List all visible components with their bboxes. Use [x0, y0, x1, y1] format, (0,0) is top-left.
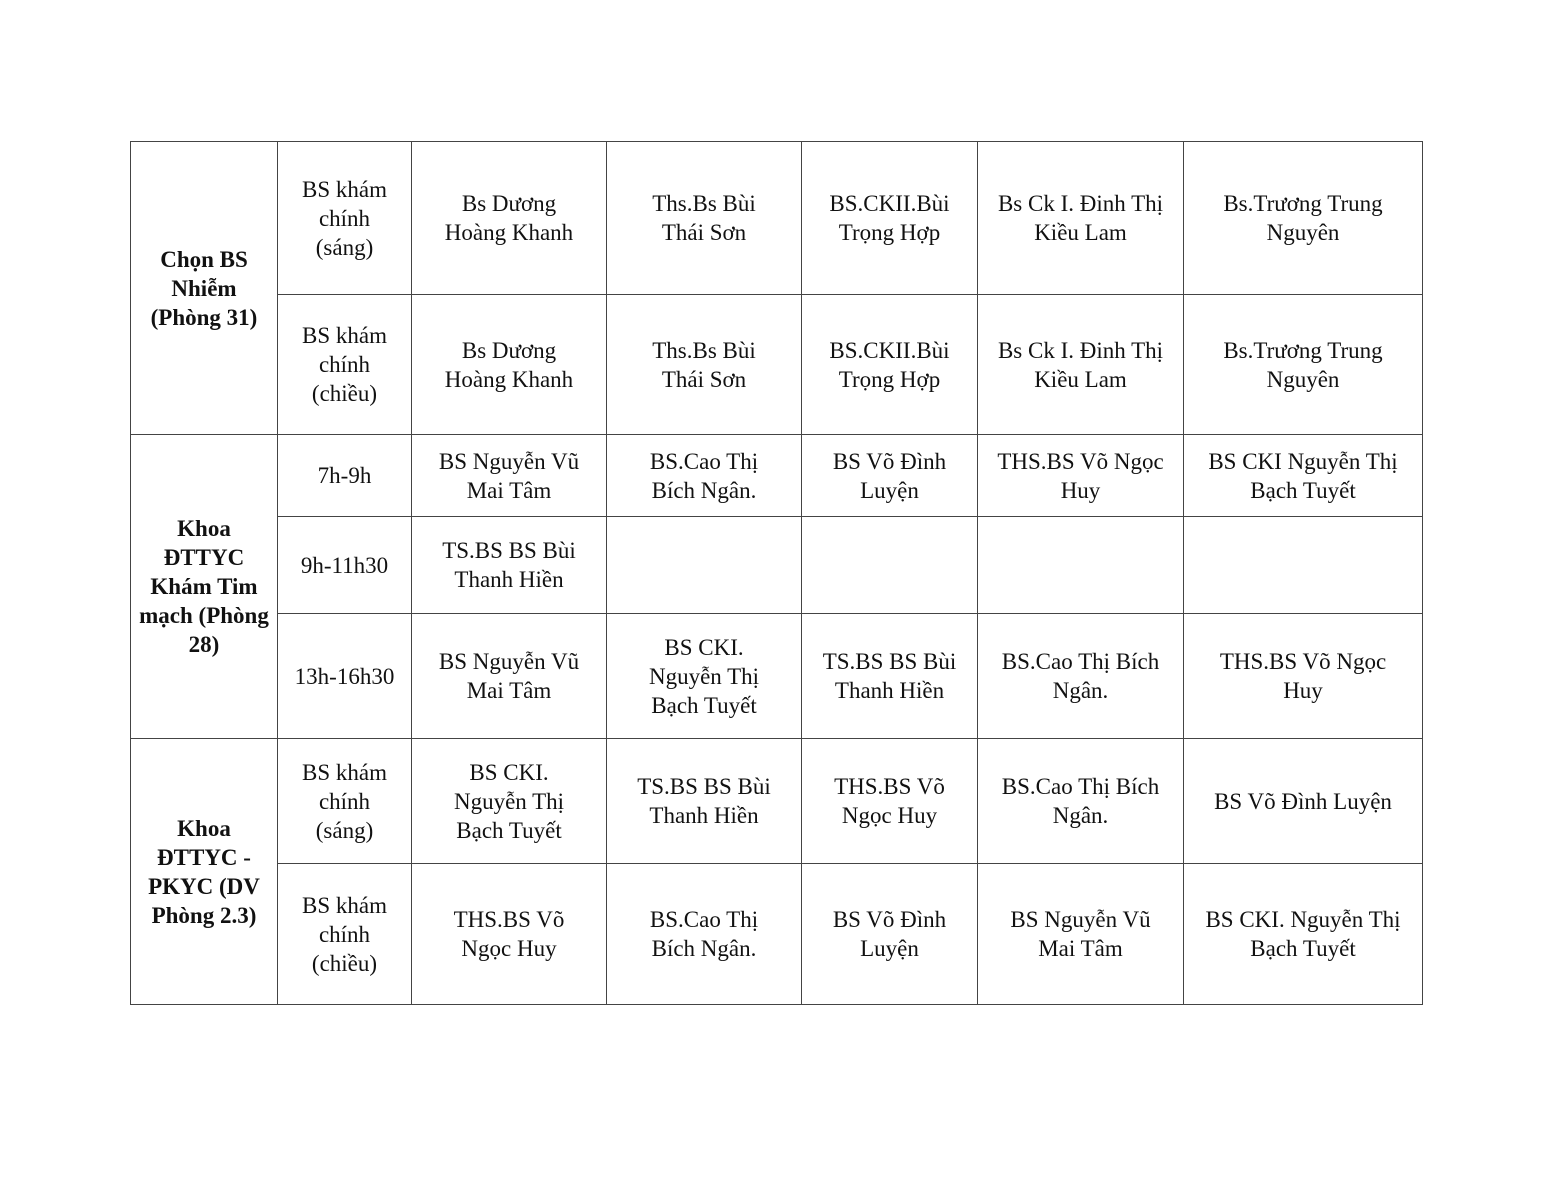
doctor-cell: BS Võ Đình Luyện [802, 864, 978, 1005]
group-label: Khoa ĐTTYC Khám Tim mạch (Phòng 28) [131, 435, 278, 739]
doctor-cell [802, 517, 978, 614]
time-slot: BS khám chính (sáng) [278, 739, 412, 864]
doctor-cell: TS.BS BS Bùi Thanh Hiền [802, 614, 978, 739]
doctor-cell: BS CKI. Nguyễn Thị Bạch Tuyết [607, 614, 802, 739]
time-slot: BS khám chính (chiều) [278, 295, 412, 435]
doctor-cell: BS CKI Nguyễn Thị Bạch Tuyết [1184, 435, 1423, 517]
doctor-cell: BS Nguyễn Vũ Mai Tâm [412, 614, 607, 739]
time-slot: BS khám chính (chiều) [278, 864, 412, 1005]
doctor-cell: Ths.Bs Bùi Thái Sơn [607, 295, 802, 435]
table-row [131, 435, 1423, 517]
doctor-cell: Bs Ck I. Đinh Thị Kiều Lam [978, 295, 1184, 435]
doctor-cell [607, 517, 802, 614]
doctor-cell: Bs Dương Hoàng Khanh [412, 142, 607, 295]
doctor-cell: THS.BS Võ Ngọc Huy [978, 435, 1184, 517]
time-slot: 13h-16h30 [278, 614, 412, 739]
doctor-cell: BS.Cao Thị Bích Ngân. [607, 435, 802, 517]
time-slot: 9h-11h30 [278, 517, 412, 614]
table-row [131, 295, 1423, 435]
doctor-cell: Bs Ck I. Đinh Thị Kiều Lam [978, 142, 1184, 295]
time-slot: 7h-9h [278, 435, 412, 517]
table-row [131, 614, 1423, 739]
group-label: Khoa ĐTTYC - PKYC (DV Phòng 2.3) [131, 739, 278, 1005]
doctor-cell: BS Nguyễn Vũ Mai Tâm [978, 864, 1184, 1005]
doctor-cell: THS.BS Võ Ngọc Huy [412, 864, 607, 1005]
doctor-cell: Bs.Trương Trung Nguyên [1184, 295, 1423, 435]
time-slot: BS khám chính (sáng) [278, 142, 412, 295]
table-row [131, 864, 1423, 1005]
doctor-cell: THS.BS Võ Ngọc Huy [1184, 614, 1423, 739]
doctor-cell [1184, 517, 1423, 614]
doctor-cell: BS CKI. Nguyễn Thị Bạch Tuyết [1184, 864, 1423, 1005]
doctor-cell: BS Võ Đình Luyện [1184, 739, 1423, 864]
doctor-cell: BS.CKII.Bùi Trọng Hợp [802, 295, 978, 435]
doctor-cell: Ths.Bs Bùi Thái Sơn [607, 142, 802, 295]
doctor-cell: TS.BS BS Bùi Thanh Hiền [412, 517, 607, 614]
doctor-cell: BS.Cao Thị Bích Ngân. [978, 614, 1184, 739]
doctor-cell: BS.Cao Thị Bích Ngân. [607, 864, 802, 1005]
doctor-cell: TS.BS BS Bùi Thanh Hiền [607, 739, 802, 864]
doctor-cell: BS.CKII.Bùi Trọng Hợp [802, 142, 978, 295]
doctor-cell: BS Nguyễn Vũ Mai Tâm [412, 435, 607, 517]
doctor-cell [978, 517, 1184, 614]
table-row [131, 739, 1423, 864]
doctor-cell: THS.BS Võ Ngọc Huy [802, 739, 978, 864]
doctor-cell: BS CKI. Nguyễn Thị Bạch Tuyết [412, 739, 607, 864]
schedule-table [130, 141, 1423, 1005]
doctor-cell: Bs Dương Hoàng Khanh [412, 295, 607, 435]
table-row [131, 142, 1423, 295]
doctor-cell: BS.Cao Thị Bích Ngân. [978, 739, 1184, 864]
doctor-cell: Bs.Trương Trung Nguyên [1184, 142, 1423, 295]
doctor-cell: BS Võ Đình Luyện [802, 435, 978, 517]
table-row [131, 517, 1423, 614]
group-label: Chọn BS Nhiễm (Phòng 31) [131, 142, 278, 435]
